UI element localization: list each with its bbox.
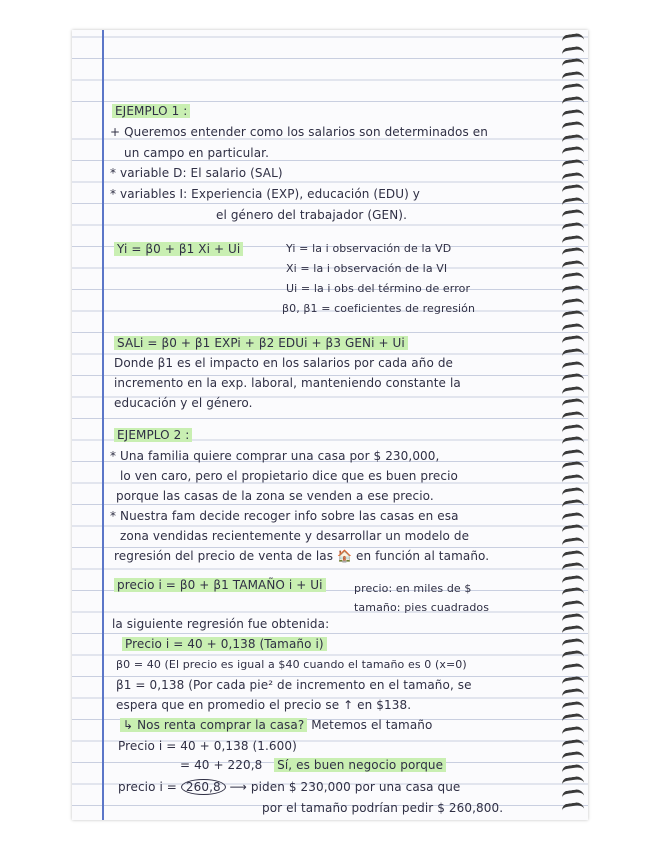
spiral-coil bbox=[561, 789, 584, 802]
spiral-coil bbox=[561, 411, 584, 424]
spiral-coil bbox=[561, 108, 584, 121]
ex2-final: por el tamaño podrían pedir $ 260,800. bbox=[262, 801, 504, 815]
spiral-coil bbox=[561, 587, 584, 600]
ex1-def: Xi = la i observación de la VI bbox=[286, 262, 448, 275]
spiral-coil bbox=[561, 675, 584, 688]
ex2-calc2: = 40 + 220,8 Sí, es buen negocio porque bbox=[180, 758, 446, 772]
ex1-line: un campo en particular. bbox=[124, 146, 270, 160]
spiral-coil bbox=[561, 159, 584, 172]
spiral-coil bbox=[561, 96, 584, 109]
ex1-heading: EJEMPLO 1 : bbox=[112, 104, 190, 118]
ex2-b0: β0 = 40 (El precio es igual a $40 cuando el tamaño es 0 (x=0) bbox=[116, 658, 467, 671]
spiral-coil bbox=[561, 373, 584, 386]
spiral-coil bbox=[561, 474, 584, 487]
spiral-coil bbox=[561, 297, 584, 310]
spiral-coil bbox=[561, 700, 584, 713]
spiral-coil bbox=[561, 663, 584, 676]
spiral-coil bbox=[561, 600, 584, 613]
ex1-model: Yi = β0 + β1 Xi + Ui bbox=[114, 242, 243, 256]
spiral-coil bbox=[561, 121, 584, 134]
spiral-coil bbox=[561, 776, 584, 789]
ex2-line: * Nuestra fam decide recoger info sobre las casas en esa bbox=[110, 509, 459, 523]
spiral-binding bbox=[562, 34, 588, 820]
spiral-coil bbox=[561, 637, 584, 650]
spiral-coil bbox=[561, 398, 584, 411]
spiral-coil bbox=[561, 33, 584, 46]
ex2-line: lo ven caro, pero el propietario dice que es buen precio bbox=[120, 469, 458, 483]
spiral-coil bbox=[561, 83, 584, 96]
ex2-b1-cont: espera que en promedio el precio se ↑ en $138. bbox=[116, 698, 412, 712]
spiral-coil bbox=[561, 209, 584, 222]
ex1-def: Yi = la i observación de la VD bbox=[286, 242, 452, 255]
ex2-line: regresión del precio de venta de las 🏠 en función al tamaño. bbox=[114, 549, 490, 563]
spiral-coil bbox=[561, 612, 584, 625]
ex2-note: tamaño: pies cuadrados bbox=[354, 601, 490, 614]
ex1-line: * variable D: El salario (SAL) bbox=[110, 166, 283, 180]
spiral-coil bbox=[561, 801, 584, 814]
spiral-coil bbox=[561, 58, 584, 71]
spiral-coil bbox=[561, 196, 584, 209]
spiral-coil bbox=[561, 549, 584, 562]
spiral-coil bbox=[561, 574, 584, 587]
ex2-question: ↳ Nos renta comprar la casa? Metemos el tamaño bbox=[120, 718, 432, 732]
spiral-coil bbox=[561, 222, 584, 235]
spiral-coil bbox=[561, 751, 584, 764]
spiral-coil bbox=[561, 133, 584, 146]
ex2-b1: β1 = 0,138 (Por cada pie² de incremento en el tamaño, se bbox=[116, 678, 472, 692]
spiral-coil bbox=[561, 360, 584, 373]
ex1-def: β0, β1 = coeficientes de regresión bbox=[282, 302, 476, 315]
result-circle: 260,8 bbox=[181, 779, 226, 795]
spiral-coil bbox=[561, 499, 584, 512]
spiral-coil bbox=[561, 650, 584, 663]
ex2-line: zona vendidas recientemente y desarrollar un modelo de bbox=[120, 529, 470, 543]
ex1-donde: incremento en la exp. laboral, manteniendo constante la bbox=[114, 376, 461, 390]
ex1-def: Ui = la i obs del término de error bbox=[286, 282, 471, 295]
spiral-coil bbox=[561, 436, 584, 449]
ex2-heading: EJEMPLO 2 : bbox=[114, 428, 192, 442]
spiral-coil bbox=[561, 562, 584, 575]
margin-line bbox=[102, 30, 104, 820]
spiral-coil bbox=[561, 322, 584, 335]
spiral-coil bbox=[561, 625, 584, 638]
spiral-coil bbox=[561, 461, 584, 474]
spiral-coil bbox=[561, 524, 584, 537]
spiral-coil bbox=[561, 171, 584, 184]
spiral-coil bbox=[561, 713, 584, 726]
ex2-note: precio: en miles de $ bbox=[354, 582, 472, 595]
spiral-coil bbox=[561, 272, 584, 285]
spiral-coil bbox=[561, 335, 584, 348]
spiral-coil bbox=[561, 146, 584, 159]
ex2-calc3: precio i = 260,8 ⟶ piden $ 230,000 por una casa que bbox=[118, 780, 461, 794]
ex2-line: porque las casas de la zona se venden a ese precio. bbox=[116, 489, 434, 503]
ex1-line: * variables I: Experiencia (EXP), educación (EDU) y bbox=[110, 187, 420, 201]
ex1-line: el género del trabajador (GEN). bbox=[216, 208, 407, 222]
spiral-coil bbox=[561, 423, 584, 436]
ex2-calc1: Precio i = 40 + 0,138 (1.600) bbox=[118, 739, 297, 753]
spiral-coil bbox=[561, 234, 584, 247]
spiral-coil bbox=[561, 511, 584, 524]
spiral-coil bbox=[561, 348, 584, 361]
spiral-coil bbox=[561, 486, 584, 499]
ex2-obtained: la siguiente regresión fue obtenida: bbox=[112, 617, 330, 631]
spiral-coil bbox=[561, 45, 584, 58]
spiral-coil bbox=[561, 385, 584, 398]
ex1-sal-model: SALi = β0 + β1 EXPi + β2 EDUi + β3 GENi + Ui bbox=[114, 336, 408, 350]
spiral-coil bbox=[561, 763, 584, 776]
spiral-coil bbox=[561, 537, 584, 550]
spiral-coil bbox=[561, 247, 584, 260]
ex1-line: + Queremos entender como los salarios son determinados en bbox=[110, 125, 488, 139]
ex2-regression: Precio i = 40 + 0,138 (Tamaño i) bbox=[122, 637, 327, 651]
ex2-line: * Una familia quiere comprar una casa por $ 230,000, bbox=[110, 449, 440, 463]
spiral-coil bbox=[561, 285, 584, 298]
spiral-coil bbox=[561, 259, 584, 272]
spiral-coil bbox=[561, 726, 584, 739]
spiral-coil bbox=[561, 688, 584, 701]
ex2-model: precio i = β0 + β1 TAMAÑO i + Ui bbox=[114, 578, 326, 592]
spiral-coil bbox=[561, 738, 584, 751]
ex1-donde: Donde β1 es el impacto en los salarios por cada año de bbox=[114, 356, 454, 370]
spiral-coil bbox=[561, 448, 584, 461]
spiral-coil bbox=[561, 310, 584, 323]
ex1-donde: educación y el género. bbox=[114, 396, 253, 410]
spiral-coil bbox=[561, 70, 584, 83]
spiral-coil bbox=[561, 184, 584, 197]
